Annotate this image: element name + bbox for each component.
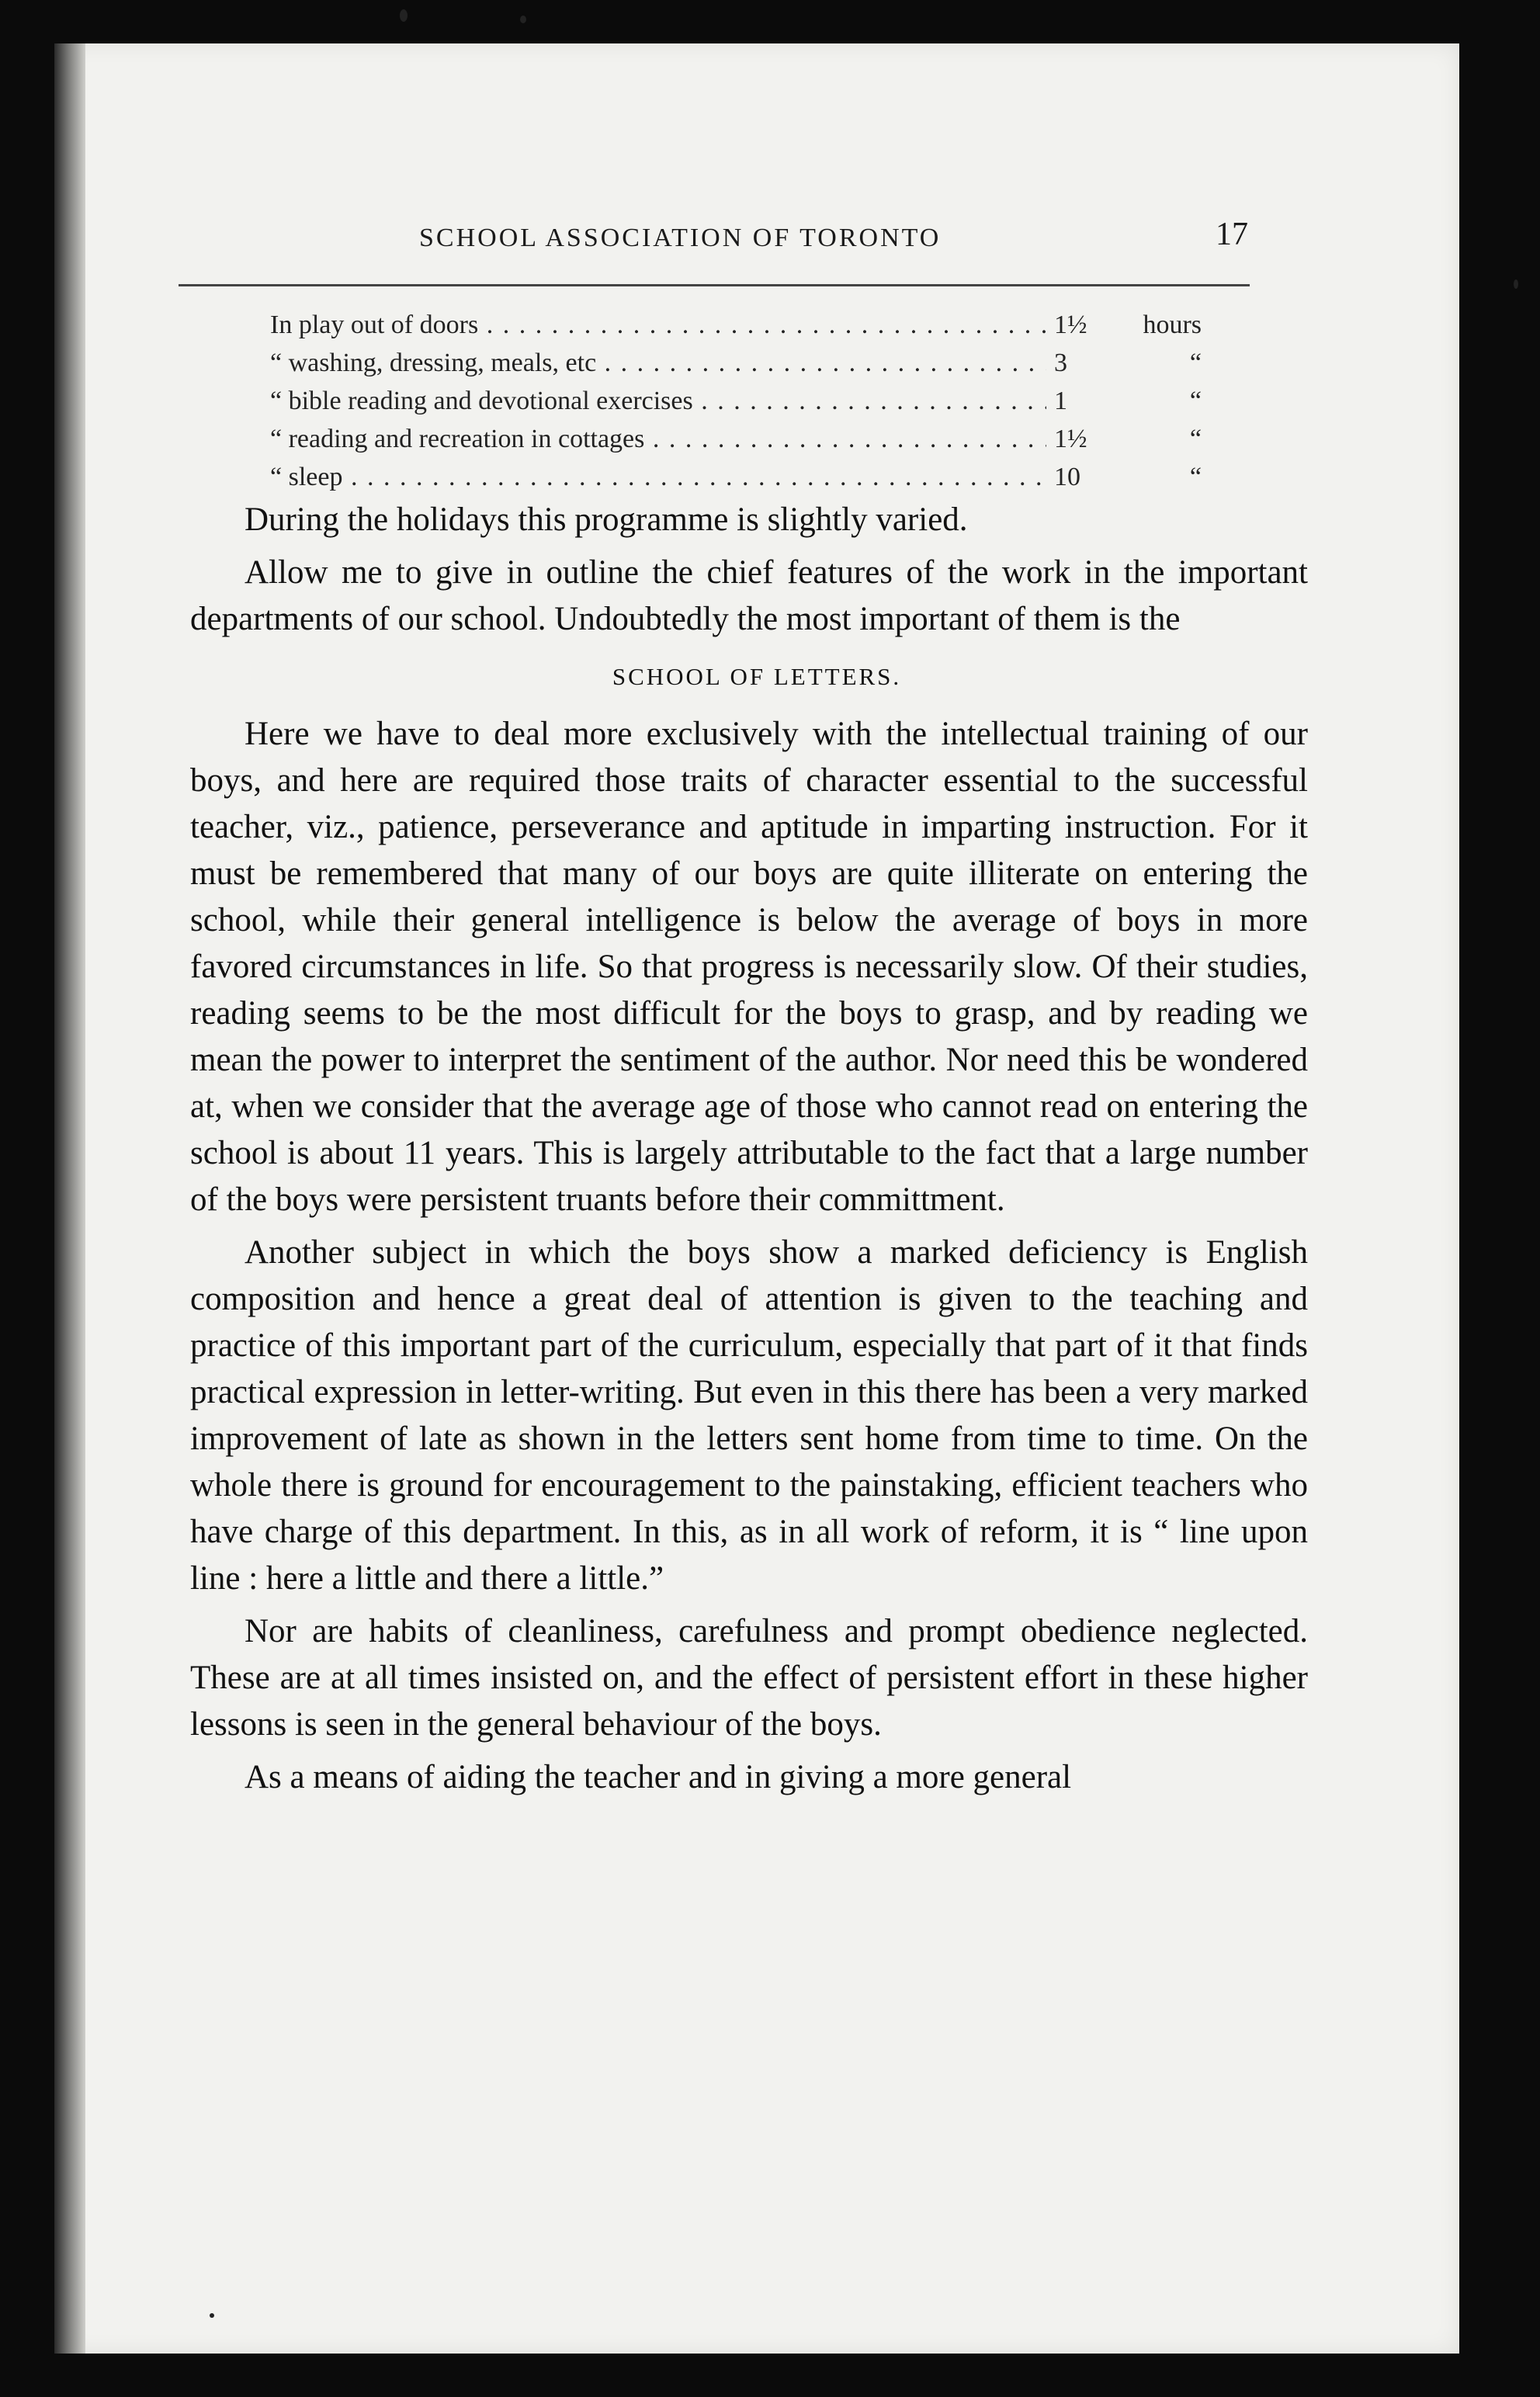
paragraph: As a means of aiding the teacher and in giving a more general (245, 1759, 1072, 1795)
daily-schedule-table (270, 310, 1202, 501)
schedule-value: 1 (1054, 387, 1067, 415)
schedule-row (270, 463, 1202, 501)
schedule-activity: “ reading and recreation in cottages . . . (270, 425, 1046, 454)
schedule-activity: “ sleep . . . (270, 463, 1046, 492)
schedule-row (270, 310, 1202, 349)
schedule-row (270, 349, 1202, 387)
schedule-activity: In play out of doors . . . (270, 310, 1046, 340)
paragraph: During the holidays this programme is slightly varied. (245, 501, 968, 538)
schedule-row (270, 425, 1202, 463)
running-header: SCHOOL ASSOCIATION OF TORONTO (419, 224, 942, 252)
schedule-unit: hours (1143, 310, 1202, 339)
scan-speck (210, 2313, 214, 2318)
schedule-value: 10 (1054, 463, 1080, 491)
section-title: SCHOOL OF LETTERS. (612, 663, 902, 690)
schedule-value: 1½ (1054, 425, 1087, 453)
header-rule (179, 284, 1250, 286)
scan-speck (1514, 279, 1518, 289)
schedule-row (270, 387, 1202, 425)
paragraph: Allow me to give in outline the chief features of the work in the important departments of our school. Undoubtedly the most important of them is the (190, 554, 1308, 637)
paragraph: Nor are habits of cleanliness, carefulness and prompt obedience neglected. These are at all times insisted on, and the effect of persistent effort in these higher lessons is seen in the general behaviour of the boys. (190, 1613, 1308, 1743)
schedule-unit: “ (1189, 463, 1202, 491)
body-text (190, 497, 1308, 1807)
schedule-activity: “ washing, dressing, meals, etc . . . (270, 349, 1046, 378)
paragraph: Another subject in which the boys show a marked deficiency is English composition and hence a great deal of attention is given to the teaching and practice of this important part of the curriculum, especially that part of it that finds practical expression in letter-writing. But even in this there has been a very marked improvement of late as shown in the letters sent home from time to time. On the whole there is ground for encouragement to the painstaking, efficient teachers who have charge of this department. In this, as in all work of reform, it is “ line upon line : here a little and there a little.” (190, 1234, 1308, 1597)
page-spine-shadow (54, 43, 85, 2354)
page-number: 17 (1216, 217, 1248, 252)
scan-speck (520, 16, 526, 23)
scan-speck (400, 9, 408, 22)
schedule-unit: “ (1189, 387, 1202, 415)
paragraph: Here we have to deal more exclusively with the intellectual training of our boys, and here are required those traits of character essential to the successful teacher, viz., patience, perseverance and aptitude in imparting instruction. For it must be remembered that many of our boys are quite illiterate on entering the school, while their general intelligence is below the average of boys in more favored circumstances in life. So that progress is necessarily slow. Of their studies, reading seems to be the most difficult for the boys to grasp, and by reading we mean the power to interpret the sentiment of the author. Nor need this be wondered at, when we consider that the average age of those who cannot read on entering the school is about 11 years. This is largely attributable to the fact that a large number of the boys were persistent truants before their committment. (190, 716, 1308, 1218)
schedule-value: 1½ (1054, 310, 1087, 339)
schedule-value: 3 (1054, 349, 1067, 377)
schedule-unit: “ (1189, 349, 1202, 377)
schedule-unit: “ (1189, 425, 1202, 453)
schedule-activity: “ bible reading and devotional exercises . . . (270, 387, 1046, 416)
